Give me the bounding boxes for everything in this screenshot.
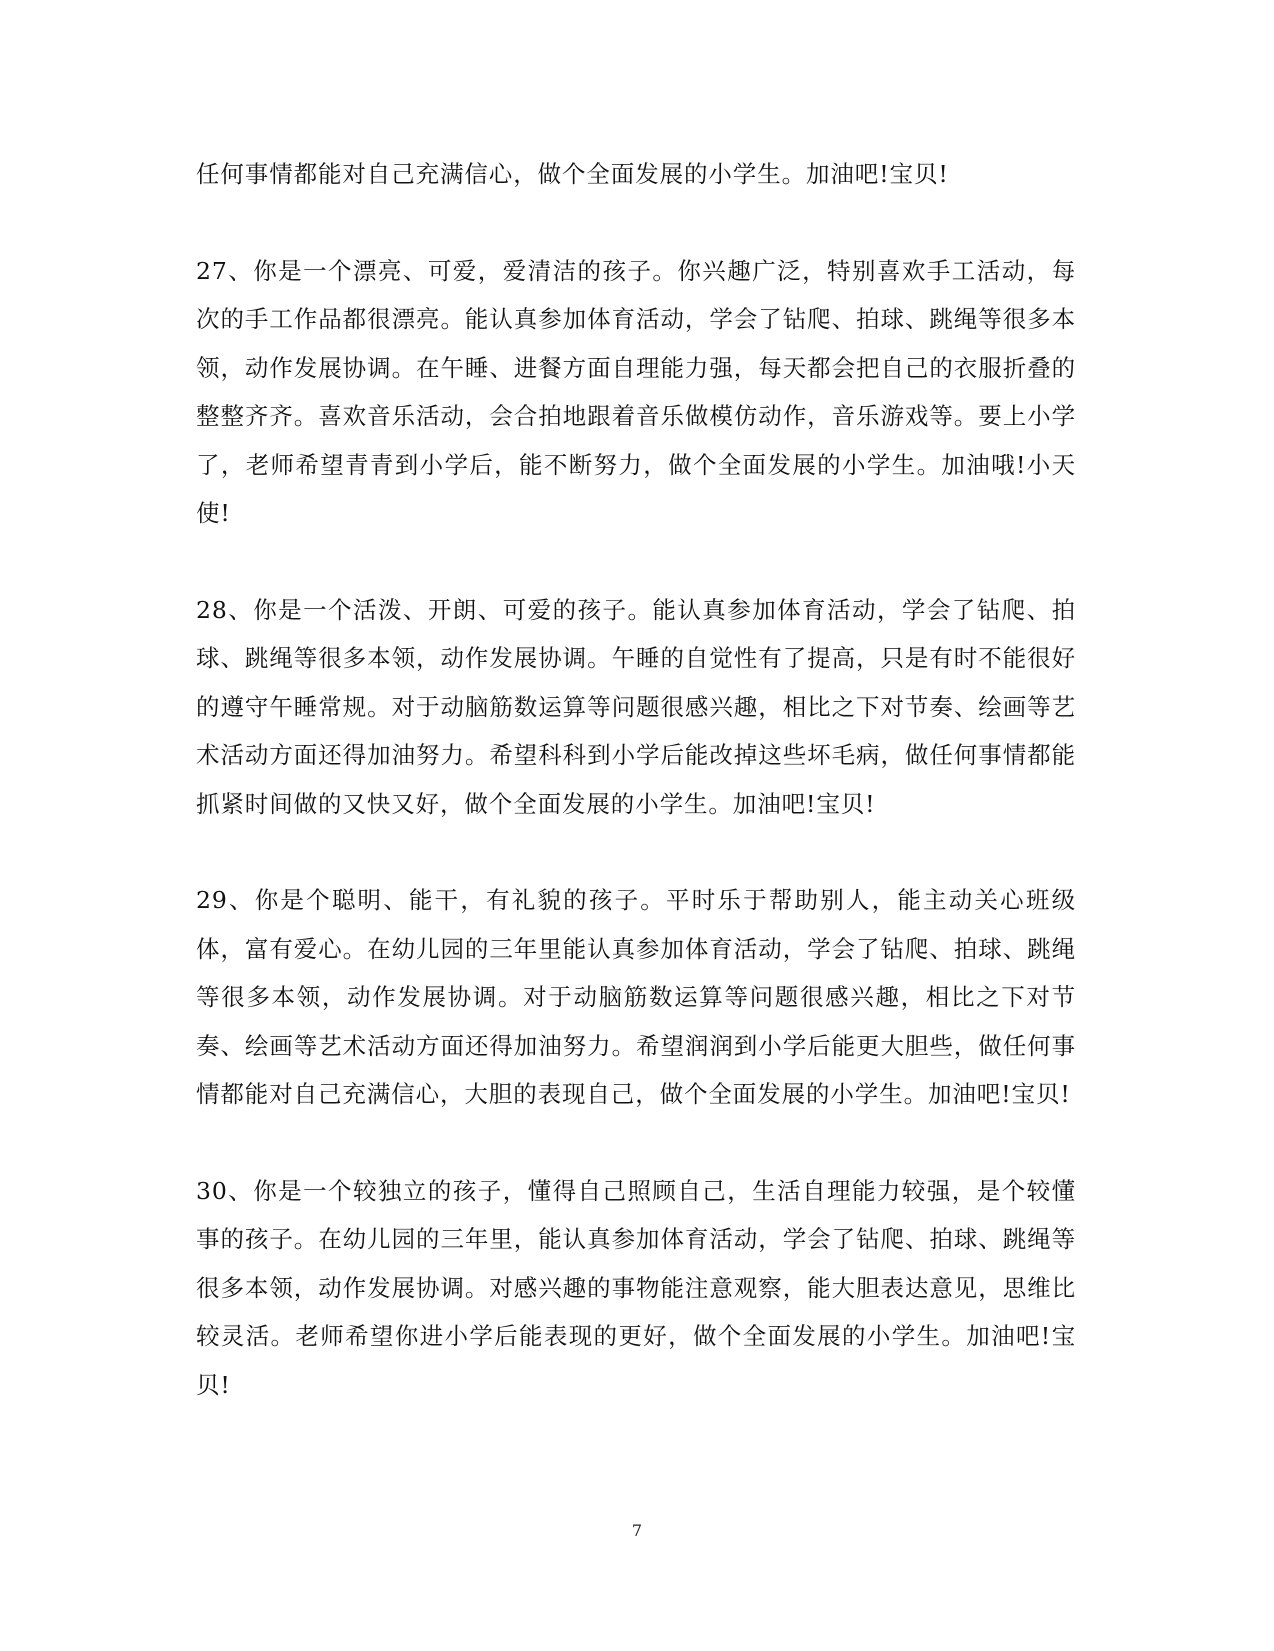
paragraph-continuation: 任何事情都能对自己充满信心，做个全面发展的小学生。加油吧!宝贝!	[196, 160, 949, 188]
paragraph-27: 27、你是一个漂亮、可爱，爱清洁的孩子。你兴趣广泛，特别喜欢手工活动，每次的手工作品都很漂亮。能认真参加体育活动，学会了钻爬、拍球、跳绳等很多本领，动作发展协调。在午睡、进餐方面自理能力强，每天都会把自己的衣服折叠的整整齐齐。喜欢音乐活动，会合拍地跟着音乐做模仿动作，音乐游戏等。要上小学了，老师希望青青到小学后，能不断努力，做个全面发展的小学生。加油哦!小天使!	[196, 256, 1076, 527]
document-body	[196, 150, 1076, 1409]
paragraph-28: 28、你是一个活泼、开朗、可爱的孩子。能认真参加体育活动，学会了钻爬、拍球、跳绳等很多本领，动作发展协调。午睡的自觉性有了提高，只是有时不能很好的遵守午睡常规。对于动脑筋数运算等问题很感兴趣，相比之下对节奏、绘画等艺术活动方面还得加油努力。希望科科到小学后能改掉这些坏毛病，做任何事情都能抓紧时间做的又快又好，做个全面发展的小学生。加油吧!宝贝!	[196, 595, 1076, 818]
paragraph-29: 29、你是个聪明、能干，有礼貌的孩子。平时乐于帮助别人，能主动关心班级体，富有爱心。在幼儿园的三年里能认真参加体育活动，学会了钻爬、拍球、跳绳等很多本领，动作发展协调。对于动脑筋数运算等问题很感兴趣，相比之下对节奏、绘画等艺术活动方面还得加油努力。希望润润到小学后能更大胆些，做任何事情都能对自己充满信心，大胆的表现自己，做个全面发展的小学生。加油吧!宝贝!	[196, 886, 1076, 1108]
paragraph-30: 30、你是一个较独立的孩子，懂得自己照顾自己，生活自理能力较强，是个较懂事的孩子。在幼儿园的三年里，能认真参加体育活动，学会了钻爬、拍球、跳绳等很多本领，动作发展协调。对感兴趣的事物能注意观察，能大胆表达意见，思维比较灵活。老师希望你进小学后能表现的更好，做个全面发展的小学生。加油吧!宝贝!	[196, 1176, 1076, 1399]
page-number: 7	[631, 1521, 643, 1540]
